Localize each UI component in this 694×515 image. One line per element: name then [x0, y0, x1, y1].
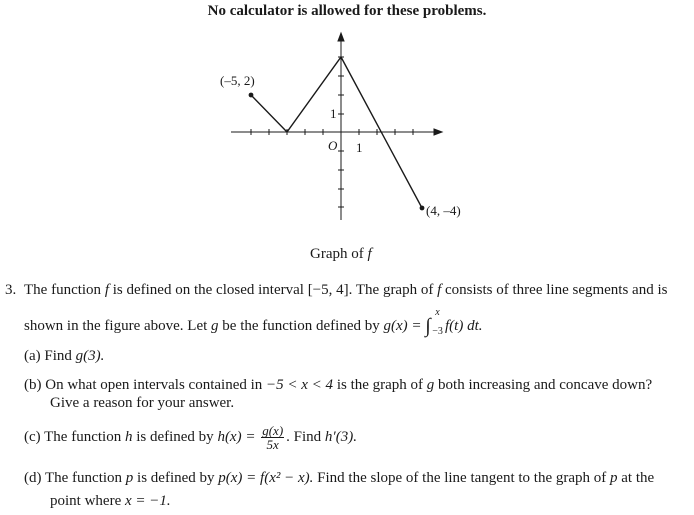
label-left-point: (–5, 2): [220, 73, 255, 88]
part-c: (c) The function h is defined by h(x) = $\frac{g(x)}{5x}$ . Find h′(3).: [24, 423, 357, 452]
endpoint-left: [249, 93, 254, 98]
y-axis-arrow: [338, 33, 344, 41]
problem-line-1: The function f is defined on the closed interval [−5, 4]. The graph of f consists of three line segments and is: [24, 282, 668, 298]
graph-caption: Graph of f: [310, 246, 372, 262]
label-right-point: (4, –4): [426, 203, 461, 218]
page-header: No calculator is allowed for these problems.: [207, 3, 487, 19]
fraction-g-over-5x: $\frac{g(x)}{5x}$: [262, 423, 284, 452]
x-axis-arrow: [434, 129, 442, 135]
part-d-line-2: point where x = −1.: [50, 493, 171, 509]
problem-line-2: shown in the figure above. Let g be the function defined by g(x) = ∫ x −3 f(t) dt.: [24, 307, 483, 337]
problem-number: 3.: [5, 282, 17, 298]
endpoint-right: [420, 206, 425, 211]
part-b-line-2: Give a reason for your answer.: [50, 395, 235, 411]
part-d-line-1: (d) The function p is defined by p(x) = f(x² − x). Find the slope of the line tangent to the graph of p at the: [24, 470, 655, 486]
part-a: (a) Find g(3).: [24, 348, 105, 364]
part-b-line-1: (b) On what open intervals contained in −5 < x < 4 is the graph of g both increasing and concave down?: [24, 377, 653, 393]
label-origin: O: [328, 138, 338, 153]
label-one-x: 1: [356, 140, 363, 155]
label-one-y: 1: [330, 106, 337, 121]
